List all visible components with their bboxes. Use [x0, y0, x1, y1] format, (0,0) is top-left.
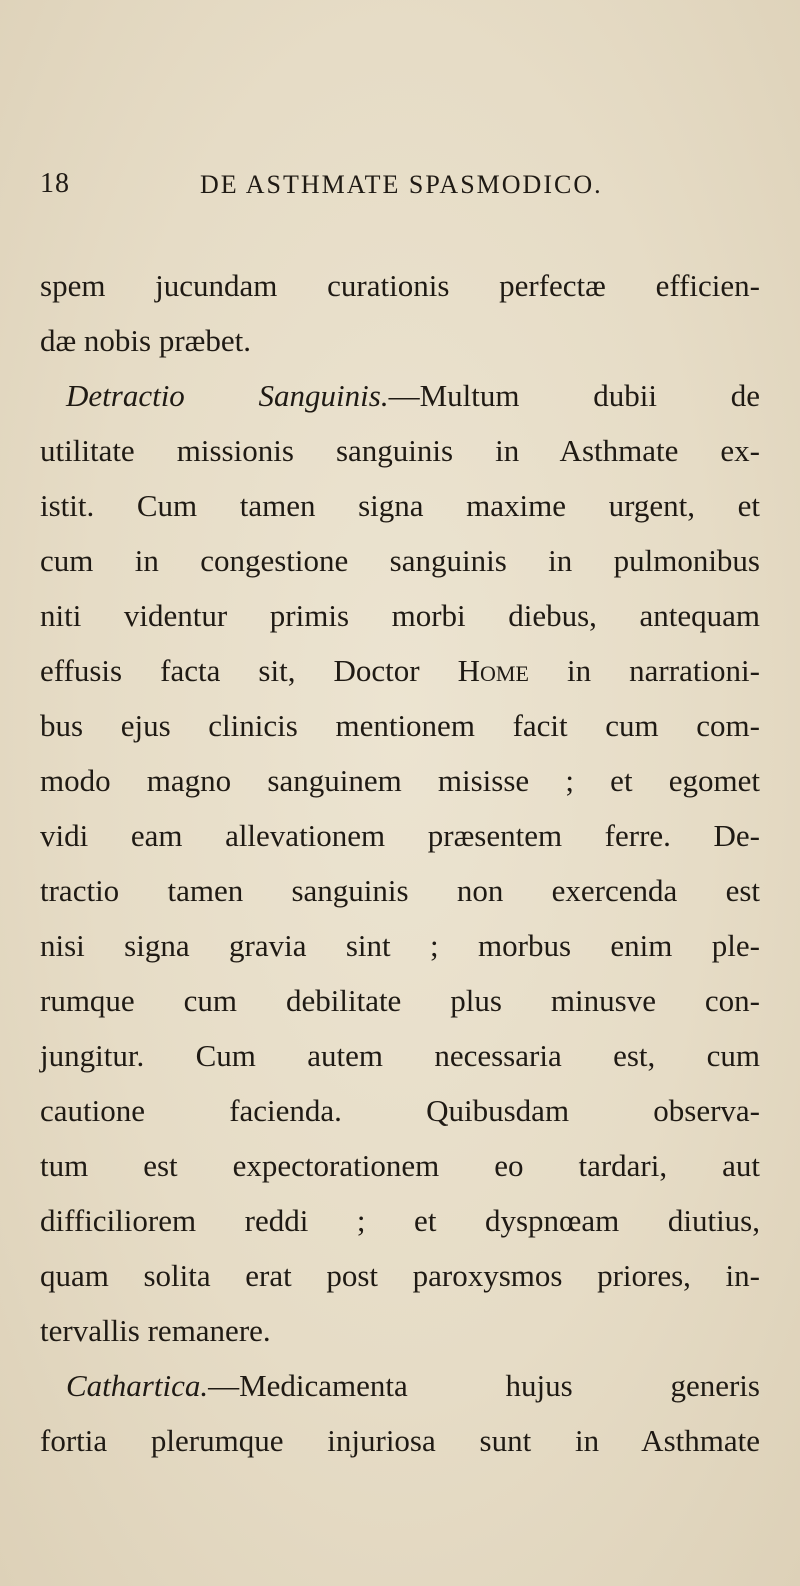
text-line: istit. Cum tamen signa maxime urgent, et	[40, 488, 760, 523]
text-fragment: —Multum dubii de	[388, 378, 760, 413]
text-line: nisi signa gravia sint ; morbus enim ple-	[40, 928, 760, 963]
text-line: rumque cum debilitate plus minusve con-	[40, 983, 760, 1018]
text-line: difficiliorem reddi ; et dyspnœam diutius,	[40, 1203, 760, 1238]
section-heading-detractio: Detractio Sanguinis.	[66, 378, 389, 413]
section-heading-cathartica: Cathartica.	[66, 1368, 209, 1403]
text-line: modo magno sanguinem misisse ; et egomet	[40, 763, 760, 798]
person-name: Home	[457, 653, 529, 688]
body-text	[40, 258, 760, 1468]
text-line: dæ nobis præbet.	[40, 323, 251, 358]
running-title: DE ASTHMATE SPASMODICO.	[200, 170, 603, 199]
text-line: spem jucundam curationis perfectæ efficien-	[40, 268, 760, 303]
text-line: jungitur. Cum autem necessaria est, cum	[40, 1038, 760, 1073]
text-line: quam solita erat post paroxysmos priores, in-	[40, 1258, 760, 1293]
text-line: cum in congestione sanguinis in pulmonibus	[40, 543, 760, 578]
text-fragment: in narrationi-	[528, 653, 760, 688]
text-line: niti videntur primis morbi diebus, antequam	[40, 598, 760, 633]
text-line: cautione facienda. Quibusdam observa-	[40, 1093, 760, 1128]
text-fragment: —Medicamenta hujus generis	[208, 1368, 760, 1403]
text-line	[40, 368, 760, 423]
text-line: tum est expectorationem eo tardari, aut	[40, 1148, 760, 1183]
text-line	[40, 1358, 760, 1413]
text-line: fortia plerumque injuriosa sunt in Asthmate	[40, 1423, 760, 1458]
text-fragment: effusis facta sit, Doctor	[40, 653, 458, 688]
text-line: vidi eam allevationem præsentem ferre. De-	[40, 818, 760, 853]
text-line: utilitate missionis sanguinis in Asthmate ex-	[40, 433, 760, 468]
text-line: tractio tamen sanguinis non exercenda est	[40, 873, 760, 908]
page-number: 18	[40, 168, 70, 199]
text-line	[40, 643, 760, 698]
page-header	[40, 168, 680, 208]
text-line: tervallis remanere.	[40, 1313, 271, 1348]
text-line: bus ejus clinicis mentionem facit cum com-	[40, 708, 760, 743]
